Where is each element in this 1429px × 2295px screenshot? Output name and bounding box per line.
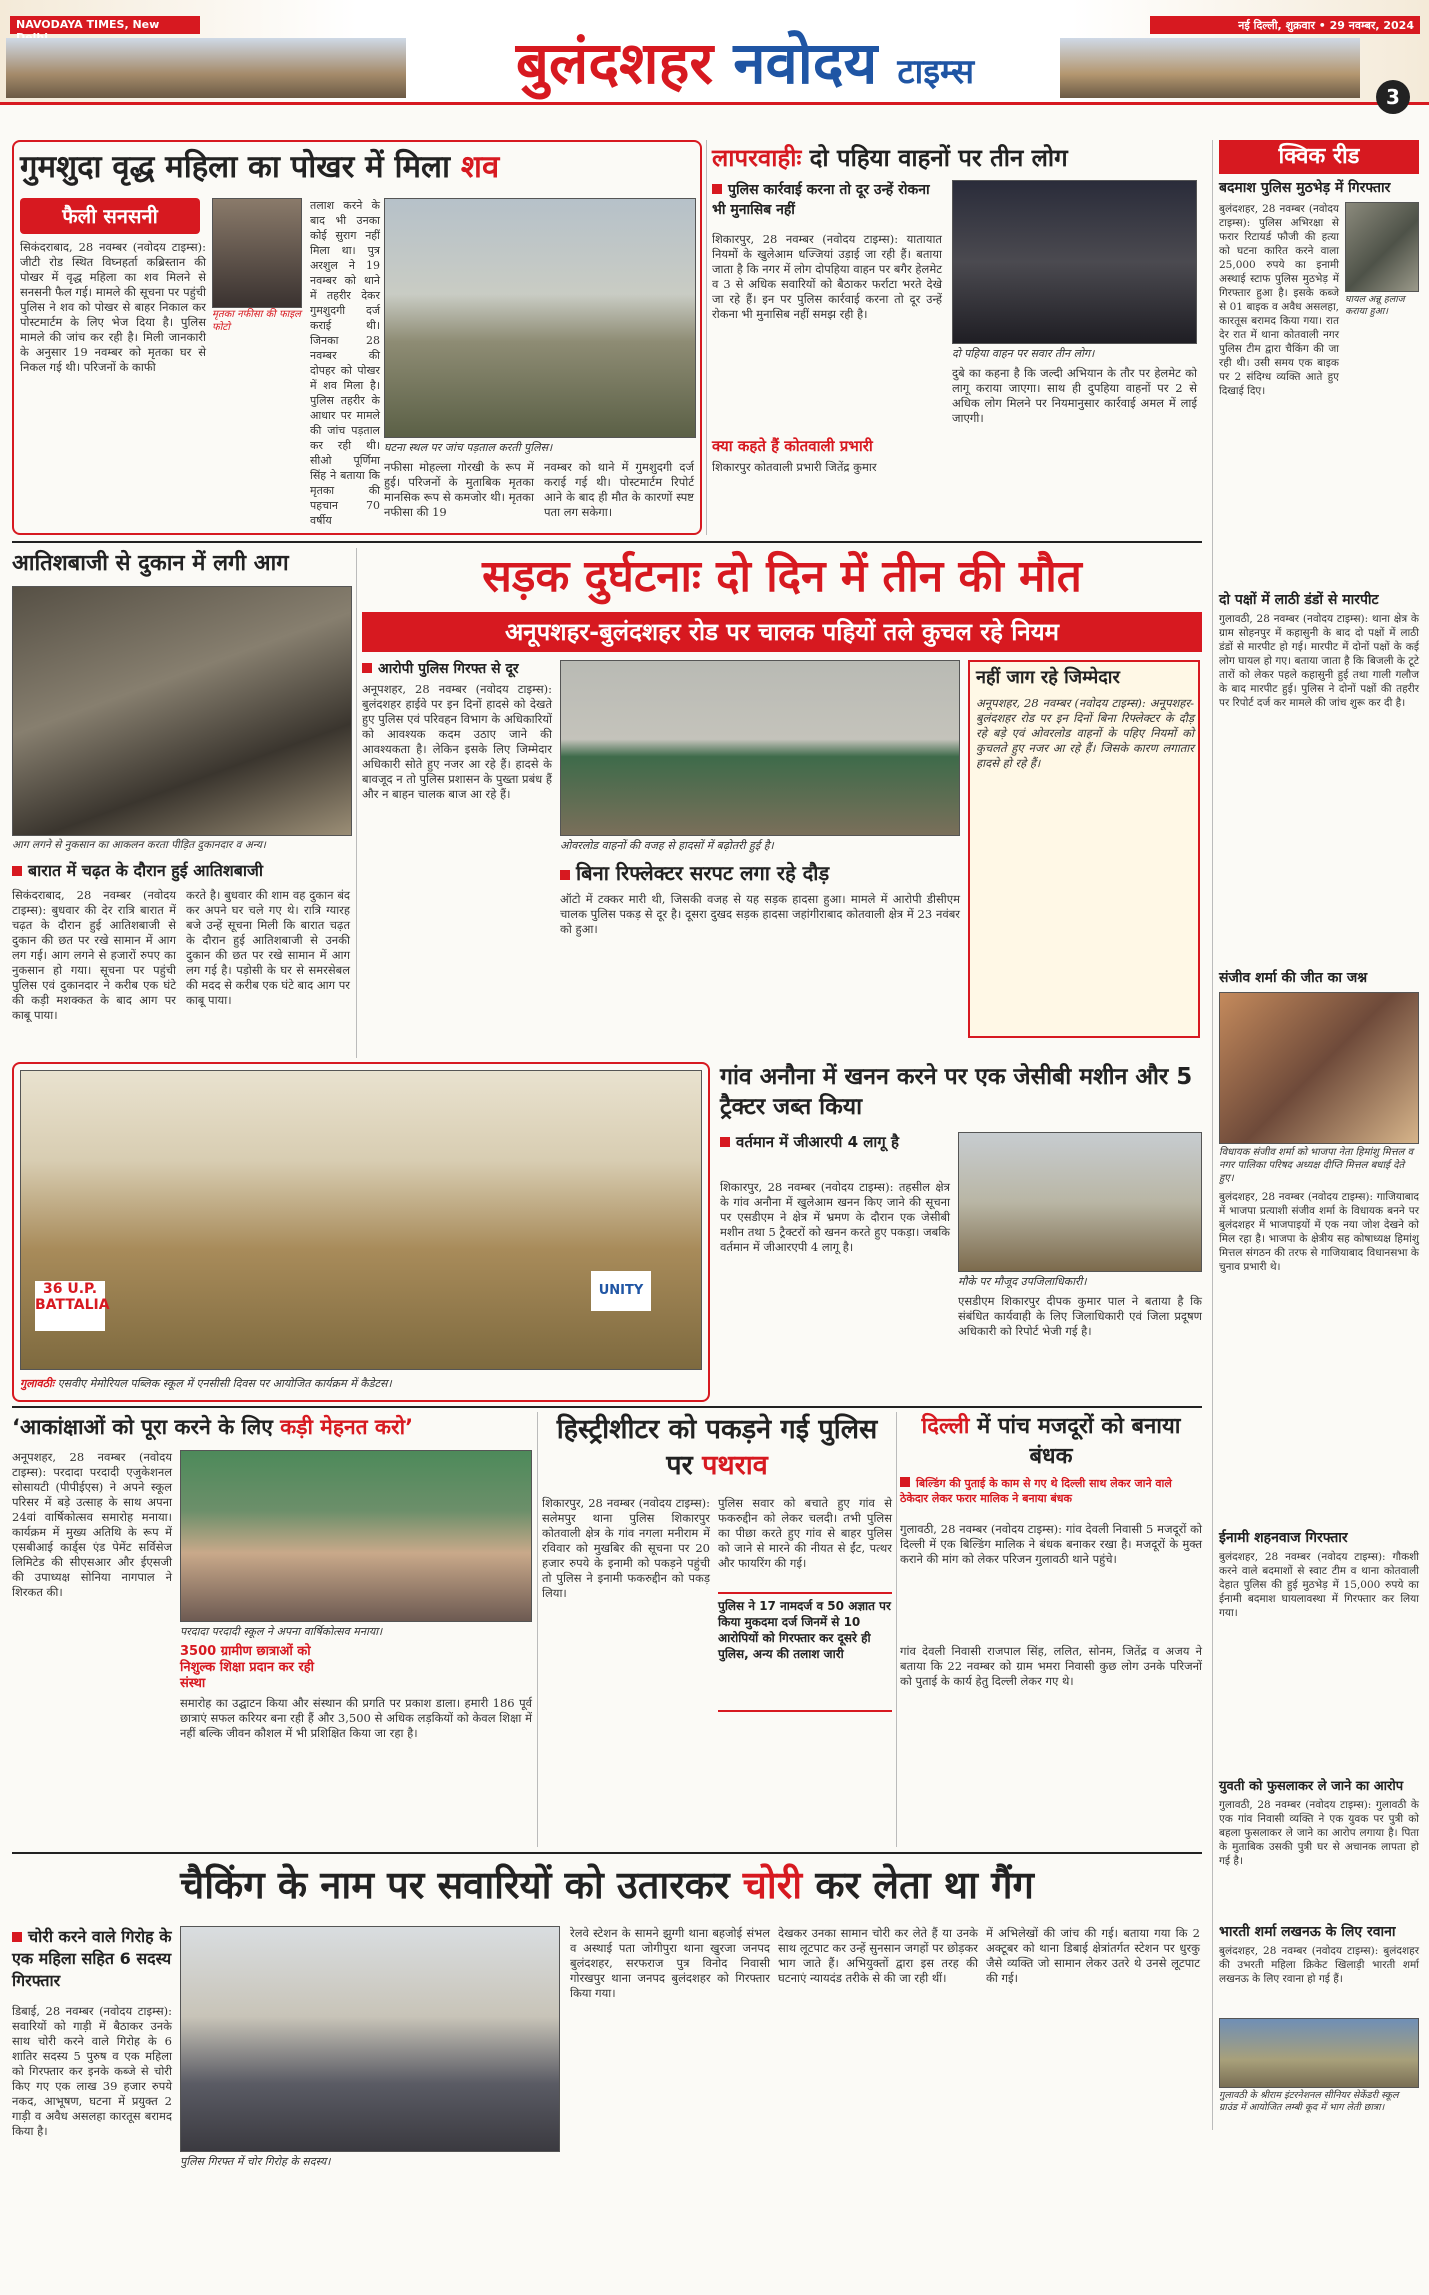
quick-read-title: क्विक रीड (1219, 140, 1419, 174)
story2-headline-a: लापरवाहीः (712, 144, 802, 172)
gang-text-d: में अभिलेखों की जांच की गई। बताया गया कि 2 अक्टूबर को थाना डिबाई क्षेत्रांतर्गत स्टेशन पर धुरकु जैसे व्यक्ति जो सामान लेकर उतरे थे उनसे लूटपाट की गई। (986, 1926, 1200, 1985)
masthead-left-label: NAVODAYA TIMES, New (10, 16, 200, 34)
sheeter-headline-a: हिस्ट्रीशीटर को पकड़ने गई पुलिस पर (556, 1414, 878, 1481)
story1-scene-photo (384, 198, 696, 438)
mining-text-b: एसडीएम शिकारपुर दीपक कुमार पाल ने बताया है कि संबंधित कार्यवाही के लिए जिलाधिकारी एवं जिला प्रदूषण अधिकारी को रिपोर्ट भेजी गई है। (958, 1294, 1202, 1338)
story-delhi (900, 1412, 1202, 1847)
delhi-headline (900, 1412, 1202, 1474)
ncc-banner-b: UNITY (591, 1271, 651, 1311)
section-divider (12, 1852, 1202, 1854)
story-accident (362, 548, 1202, 1038)
delhi-headline-b: में पांच मजदूरों को बनाया बंधक (977, 1414, 1181, 1469)
column-rule (706, 140, 707, 535)
delhi-sub: बिल्डिंग की पुताई के काम से गए थे दिल्ली साथ लेकर जाने वाले ठेकेदार लेकर फरार मालिक ने बनाया बंधक (900, 1476, 1202, 1516)
aspire-text-a: अनूपशहर, 28 नवम्बर (नवोदय टाइम्स): परदादा परदादी एजुकेशनल सोसायटी (पीपीईएस) ने अपने स्कूल परिसर में बड़े उत्साह के साथ अपना 24वां वार्षिकोत्सव समारोह मनाया। कार्यक्रम में मुख्य अतिथि के रूप में एसबीआई कार्ड्स एंड पेमेंट सर्विसेज लिमिटेड की सीएसआर और ईएसजी की उपाध्यक्ष सोनिया नागपाल ने शिरकत की। (12, 1450, 172, 1599)
fire-text-b: करते है। बुधवार की शाम वह दुकान बंद कर अपने घर चले गए थे। रात्रि ग्यारह बजे उन्हें सूचना मिली कि बारात चढ़त के दौरान हुई आतिशबाजी से उनकी दुकान की छत पर रखे सामान में आग लग गई है। पड़ोसी के घर से समरसेबल की मदद से करीब एक घंटे बाद आग पर काबू पाया। (186, 888, 350, 1007)
aspire-text-b: समारोह का उद्घाटन किया और संस्थान की प्रगति पर प्रकाश डाला। हमारी 186 पूर्व छात्राएं सफल करियर बना रही हैं और 3,500 से अधिक लड़कियों को केवल शिक्षा में नहीं बल्कि जीवन कौशल में भी प्रशिक्षित किया जा रहा है। (180, 1696, 532, 1740)
quick-head-5: युवती को फुसलाकर ले जाने का आरोप (1219, 1779, 1404, 1794)
masthead-dateline: नई दिल्ली, शुक्रवार • 29 नवम्बर, 2024 (1150, 16, 1420, 34)
quick-text-1: बुलंदशहर, 28 नवम्बर (नवोदय टाइम्स): पुलिस अभिरक्षा से फरार रिटायर्ड फौजी की हत्या को घटना कारित करने वाला 25,000 रुपये का इनामी अस्थाई स्टाफ पुलिस मुठभेड़ में गिरफ्तार हुआ है। इसके कब्जे से 01 बाइक व अवैध असलहा, कारतूस बरामद किया गया। रात देर रात में थाना कोतवाली नगर पुलिस टीम द्वारा चैकिंग की जा रही थी। उसी समय एक बाइक पर 2 संदिग्ध व्यक्ति आते हुए दिखाई दिए। (1219, 203, 1339, 397)
sheeter-headline-b: पथराव (702, 1450, 768, 1481)
quick-head-4: ईनामी शहनवाज गिरफ्तार (1219, 1530, 1348, 1546)
gang-caption: पुलिस गिरफ्त में चोर गिरोह के सदस्य। (180, 2155, 331, 2168)
gang-text-c: देखकर उनका सामान चोरी कर लेते हैं या उनके साथ लूटपाट कर उन्हें सुनसान जगहों पर छोड़कर भाग जाते हैं। अभियुक्तों द्वारा इस तरह की घटनाएं न्यायदंड तरीके से की जा रही थीं। (778, 1926, 978, 1985)
quick-caption-3: विधायक संजीव शर्मा को भाजपा नेता हिमांशु मित्तल व नगर पालिका परिषद अध्यक्ष दीप्ति मित्तल बधाई देते हुए। (1219, 1147, 1414, 1184)
quick-photo-3 (1219, 992, 1419, 1144)
mining-text-a: शिकारपुर, 28 नवम्बर (नवोदय टाइम्स): तहसील क्षेत्र के गांव अनौना में खुलेआम खनन किए जाने की सूचना पर एसडीएम ने क्षेत्र में भ्रमण के दौरान एक जेसीबी मशीन तथा 5 ट्रैक्टरों को खनन करते हुए पकड़ा। जबकि वर्तमान में जीआरएपी 4 लागू है। (720, 1180, 950, 1254)
sheeter-headline (542, 1412, 892, 1488)
masthead-art-left (6, 38, 406, 98)
quick-caption-6: गुलावठी के श्रीराम इंटरनेशनल सीनियर सेकेंडरी स्कूल ग्राउंड में आयोजित लम्बी कूद में भाग लेती छात्रा। (1219, 2090, 1399, 2113)
fire-sub: बारात में चढ़त के दौरान हुई आतिशबाजी (12, 860, 352, 884)
column-rule (356, 548, 357, 1058)
gang-text-a: डिबाई, 28 नवम्बर (नवोदय टाइम्स): सवारियों को गाड़ी में बैठाकर उनके साथ चोरी करने वाले गिरोह के 6 शातिर सदस्य 5 पुरुष व एक महिला को गिरफ्तार कर इनके कब्जे से चोरी किए गए एक लाख 39 हजार रुपये नकद, आभूषण, घटना में प्रयुक्त 2 गाड़ी व अवैध असलहा कारतूस बरामद किया है। (12, 2004, 172, 2138)
story2-text-b: शिकारपुर कोतवाली प्रभारी जितेंद्र कुमार (712, 460, 877, 474)
ncc-caption-text: एसवीए मेमोरियल पब्लिक स्कूल में एनसीसी दिवस पर आयोजित कार्यक्रम में कैडेटस। (57, 1377, 392, 1390)
story1-headline (20, 146, 695, 190)
mining-caption: मौके पर मौजूद उपजिलाधिकारी। (958, 1275, 1087, 1288)
story1-portrait (212, 198, 302, 308)
story1-tag: फैली सनसनी (20, 198, 200, 234)
story-ncc (12, 1062, 710, 1402)
column-rule (896, 1412, 897, 1847)
story-missing-woman (12, 140, 702, 535)
aspire-headline (12, 1412, 532, 1444)
quick-head-1: बदमाश पुलिस मुठभेड़ में गिरफ्तार (1219, 180, 1391, 196)
mining-sub: वर्तमान में जीआरपी 4 लागू है (720, 1132, 950, 1176)
sheeter-text-b: पुलिस सवार को बचाते हुए गांव से फकरुद्दीन को लेकर चलदी। तभी पुलिस का पीछा करते हुए गांव से बाहर पुलिस को जाने से मारने की नीयत से ईंट, पत्थर और फायरिंग की गई। (718, 1496, 892, 1570)
story1-headline-b: शव (460, 149, 500, 185)
story-gang (12, 1858, 1202, 2286)
ncc-photo (20, 1070, 702, 1370)
story2-photo (952, 180, 1197, 344)
aspire-photo (180, 1450, 532, 1622)
gang-headline-c: कर लेता था गैंग (815, 1863, 1034, 1907)
quick-head-6: भारती शर्मा लखनऊ के लिए रवाना (1219, 1924, 1396, 1940)
story-sheeter (542, 1412, 892, 1847)
quick-read-column (1212, 140, 1422, 2130)
accident-text-b: ऑटो में टक्कर मारी थी, जिसकी वजह से यह सड़क हादसा हुआ। मामले में आरोपी डीसीएम चालक पुलिस पकड़ से दूर है। दूसरा दुखद सड़क हादसा जहांगीराबाद कोतवाली क्षेत्र में 23 नवंबर को हुआ। (560, 892, 960, 936)
quick-text-6: बुलंदशहर, 28 नवम्बर (नवोदय टाइम्स): बुलंदशहर की उभरती महिला क्रिकेट खिलाड़ी भारती शर्मा लखनऊ के लिए रवाना हो गई हैं। (1219, 1945, 1419, 1985)
aspire-sub: 3500 ग्रामीण छात्राओं को निशुल्क शिक्षा प्रदान कर रही संस्था (180, 1644, 315, 1691)
masthead-title-c: टाइम्स (897, 52, 975, 92)
gang-headline (12, 1858, 1202, 1914)
section-divider (12, 1406, 1202, 1408)
sheeter-text-a: शिकारपुर, 28 नवम्बर (नवोदय टाइम्स): सलेमपुर थाना पुलिस शिकारपुर कोतवाली क्षेत्र के गांव नगला मनीराम में रविवार को मुखबिर की सूचना पर 20 हजार रुपये के इनामी को पकड़ने पहुंची तो पुलिस ने इनामी फकरुद्दीन को पकड़ लिया। (542, 1496, 710, 1600)
story-two-wheeler (712, 140, 1202, 535)
gang-sub: चोरी करने वाले गिरोह के एक महिला सहित 6 सदस्य गिरफ्तार (12, 1926, 172, 1996)
story-aspire (12, 1412, 532, 1847)
fire-caption: आग लगने से नुकसान का आकलन करता पीड़ित दुकानदार व अन्य। (12, 839, 266, 851)
masthead-art-right (1060, 38, 1360, 98)
accident-photo (560, 660, 960, 836)
accident-text-a: अनूपशहर, 28 नवम्बर (नवोदय टाइम्स): बुलंदशहर हाईवे पर इन दिनों हादसे को देखते हुए पुलिस एवं परिवहन विभाग के अधिकारियों को आवश्यक कदम उठाए जाने की आवश्यकता है। लेकिन इसके लिए जिम्मेदार अधिकारी सोते हुए नजर आ रहे हैं। हादसे के बावजूद न तो पुलिस प्रशासन के पुख्ता प्रबंध हैं और न बाहन चालक बाज आ रहे हैं। (362, 682, 552, 801)
gang-headline-a: चैकिंग के नाम पर सवारियों को उतारकर (180, 1863, 730, 1907)
masthead (0, 0, 1429, 109)
story2-sub2: क्या कहते हैं कोतवाली प्रभारी (712, 437, 873, 455)
story1-scene-caption: घटना स्थल पर जांच पड़ताल करती पुलिस। (384, 441, 553, 454)
story2-caption: दो पहिया वाहन पर सवार तीन लोग। (952, 347, 1095, 360)
story1-headline-a: गुमशुदा वृद्ध महिला का पोखर में मिला (20, 149, 451, 185)
ncc-caption (20, 1376, 702, 1394)
story1-text-b: तलाश करने के बाद भी उनका कोई सुराग नहीं मिला था। पुत्र अरशुल ने 19 नवम्बर को थाने में तहरीर देकर गुमशुदगी दर्ज कराई थी। जिनका 28 नवम्बर की दोपहर को पोखर में शव मिला है। पुलिस तहरीर के आधार पर मामले की जांच पड़ताल कर रही थी। सीओ पूर्णिमा सिंह ने बताया कि मृतका की पहचान 70 वर्षीय (310, 199, 380, 527)
quick-head-2: दो पक्षों में लाठी डंडों से मारपीट (1219, 592, 1379, 608)
accident-headline: सड़क दुर्घटनाः दो दिन में तीन की मौत (482, 551, 1082, 602)
page-number: 3 (1376, 80, 1410, 114)
quick-text-5: गुलावठी, 28 नवम्बर (नवोदय टाइम्स): गुलावठी के एक गांव निवासी व्यक्ति ने एक युवक पर पुत्री को बहला फुसलाकर ले जाने का आरोप लगाया है। पिता के मुताबिक उसकी पुत्री घर से अचानक लापता हो गई है। (1219, 1799, 1419, 1867)
story1-text-a: सिकंदराबाद, 28 नवम्बर (नवोदय टाइम्स): जीटी रोड स्थित विघ्नहर्ता कब्रिस्तान की पोखर में वृद्ध महिला का शव मिलने से सनसनी फैल गई। मामले की सूचना पर पहुंची पुलिस ने शव को पोखर से बाहर निकाल कर पोस्टमार्टम के लिए भेज दिया है। पुलिस मामले की जांच कर रही है। मिली जानकारी के अनुसार 19 नवम्बर को मृतका घर से निकल गई थी। परिजनों के काफी (20, 240, 206, 374)
accident-sub2: बिना रिफ्लेक्टर सरपट लगा रहे दौड़ (560, 860, 960, 888)
masthead-title-a: बुलंदशहर (515, 29, 714, 97)
delhi-text-a: गुलावठी, 28 नवम्बर (नवोदय टाइम्स): गांव देवली निवासी 5 मजदूरों को दिल्ली में एक बिल्डिंग मालिक ने बंधक बनाकर रखा है। मजदूरों के मुक्त कराने की मांग को लेकर परिजन गुलावठी थाने पहुंचे। (900, 1522, 1202, 1566)
sheeter-pull: पुलिस ने 17 नामदर्ज व 50 अज्ञात पर किया मुकदमा दर्ज जिनमें से 10 आरोपियों को गिरफ्तार कर दूसरे ही पुलिस, अन्य की तलाश जारी (718, 1592, 892, 1712)
mining-headline: गांव अनौना में खनन करने पर एक जेसीबी मशीन और 5 ट्रैक्टर जब्त किया (720, 1064, 1193, 1120)
story2-text-c: दुबे का कहना है कि जल्दी अभियान के तौर पर हेलमेट को लागू कराया जाएगा। साथ ही दुपहिया वाहनों पर 2 से अधिक लोग मिलने पर नियमानुसार कार्रवाई अमल में लाई जाएगी। (952, 366, 1197, 425)
story1-text-b-wide (212, 342, 378, 532)
accident-box (968, 660, 1200, 1038)
column-rule (537, 1412, 538, 1847)
aspire-headline-b: कड़ी मेहनत करो’ (280, 1415, 414, 1439)
story1-portrait-caption: मृतका नफीसा की फाइल फोटो (212, 309, 301, 333)
section-divider (12, 541, 1202, 543)
gang-headline-b: चोरी (742, 1863, 803, 1907)
delhi-headline-a: दिल्ली (921, 1414, 970, 1439)
quick-photo-6 (1219, 2018, 1419, 2088)
aspire-headline-a: ‘आकांक्षाओं को पूरा करने के लिए (12, 1415, 273, 1439)
gang-text-b: रेलवे स्टेशन के सामने झुग्गी थाना बहजोई संभल व अस्थाई पता जोगीपुरा थाना खुरजा जनपद बुलंदशहर, सरफराज पुत्र विनोद निवासी गोरखपुर थाना जनपद बुलंदशहर को गिरफ्तार किया गया। (570, 1926, 770, 2000)
ncc-banner-a: 36 U.P. BATTALIA (35, 1281, 105, 1331)
story2-sub: पुलिस कार्रवाई करना तो दूर उन्हें रोकना भी मुनासिब नहीं (712, 180, 942, 226)
story1-text-c: नफीसा मोहल्ला गोरखी के रूप में हुई। परिजनों के मुताबिक मृतका मानसिक रूप से कमजोर थी। मृतका नफीसा की 19 (384, 460, 534, 519)
aspire-caption: परदादा परदादी स्कूल ने अपना वार्षिकोत्सव मनाया। (180, 1625, 383, 1638)
accident-box-text: अनूपशहर, 28 नवम्बर (नवोदय टाइम्स): अनूपशहर-बुलंदशहर रोड पर इन दिनों बिना रिफ्लेक्टर के दौड़ रहे बड़े एवं ओवरलोड वाहनों के पहिए नियमों को कुचलते हुए नजर आ रहे हैं। जिसके कारण लगातार हादसे हो रहे हैं। (976, 696, 1194, 770)
fire-photo (12, 586, 352, 836)
story2-headline (712, 142, 1202, 176)
accident-sub: आरोपी पुलिस गिरफ्त से दूर (362, 658, 552, 680)
ncc-caption-label: गुलावठीः (20, 1377, 55, 1390)
accident-caption: ओवरलोड वाहनों की वजह से हादसों में बढ़ोतरी हुई है। (560, 839, 774, 852)
fire-headline: आतिशबाजी से दुकान में लगी आग (12, 551, 289, 576)
story-fire (12, 548, 352, 1058)
story1-text-d: नवम्बर को थाने में गुमशुदगी दर्ज कराई गई थी। पोस्टमार्टम रिपोर्ट आने के बाद ही मौत के कारणों स्पष्ट पता लग सकेगा। (544, 460, 694, 519)
quick-text-3: बुलंदशहर, 28 नवम्बर (नवोदय टाइम्स): गाजियाबाद में भाजपा प्रत्याशी संजीव शर्मा के विधायक बनने पर बुलंदशहर में भाजपाइयों में एक नया जोश देखने को मिल रहा है। भाजपा के क्षेत्रीय सह कोषाध्यक्ष हिमांशु मित्तल संगठन की तरफ से गाजियाबाद विधानसभा के चुनाव प्रभारी थे। (1219, 1191, 1419, 1273)
quick-text-2: गुलावठी, 28 नवम्बर (नवोदय टाइम्स): थाना क्षेत्र के ग्राम सोहनपुर में कहासुनी के बाद दो पक्षों में लाठी डंडों से मारपीट हो गई। मारपीट में दोनों पक्षों के कई लोग घायल हो गए। बताया जाता है कि बिजली के टूटे तारों को लेकर पहले कहासुनी हुई तथा गाली गलौज के बाद मारपीट हुई। पुलिस ने दोनों पक्षों की तहरीर पर रिपोर्ट दर्ज कर मामले की जांच शुरू कर दी है। (1219, 613, 1419, 709)
quick-caption-1: घायल अन्नू हलाज कराया हुआ। (1345, 294, 1405, 317)
quick-photo-1 (1345, 202, 1419, 292)
mining-photo (958, 1132, 1202, 1272)
story-mining (720, 1062, 1202, 1402)
masthead-title (430, 30, 1060, 100)
fire-text-a: सिकंदराबाद, 28 नवम्बर (नवोदय टाइम्स): बुधवार की देर रात्रि बारात में चढ़त के दौरान हुई आतिशबाजी से दुकान की छत पर रखे सामान में आग लग गई। आग लगने से हजारों रुपए का नुकसान हो गया। सूचना पर पहुंची पुलिस एवं दुकानदार ने करीब एक घंटे की कड़ी मशक्कत के बाद आग पर काबू पाया। (12, 888, 176, 1022)
accident-box-head: नहीं जाग रहे जिम्मेदार (976, 667, 1120, 688)
story2-text-a: शिकारपुर, 28 नवम्बर (नवोदय टाइम्स): यातायात नियमों के खुलेआम धज्जियां उड़ाई जा रही हैं। बताया जाता है कि नगर में लोग दोपहिया वाहन पर बगैर हेलमेट व 3 से अधिक सवारियों को बैठाकर फर्राटा भरते देखे जा रहे हैं। इन पर पुलिस कार्रवाई करना तो दूर उन्हें रोकना भी मुनासिब नहीं समझ रही है। (712, 232, 942, 321)
accident-banner: अनूपशहर-बुलंदशहर रोड पर चालक पहियों तले कुचल रहे नियम (362, 612, 1202, 652)
delhi-text-b: गांव देवली निवासी राजपाल सिंह, ललित, सोनम, जितेंद्र व अजय ने बताया कि 22 नवम्बर को ग्राम भमरा निवासी कुछ लोग उनके परिजनों को पुताई के कार्य हेतु दिल्ली लेकर गए थे। (900, 1644, 1202, 1688)
masthead-title-b: नवोदय (733, 29, 878, 97)
gang-photo (180, 1926, 560, 2152)
quick-head-3: संजीव शर्मा की जीत का जश्न (1219, 970, 1368, 986)
story2-headline-b: दो पहिया वाहनों पर तीन लोग (809, 144, 1068, 172)
quick-text-4: बुलंदशहर, 28 नवम्बर (नवोदय टाइम्स): गौकशी करने वाले बदमाशों से स्वाट टीम व थाना कोतवाली देहात पुलिस की हुई मुठभेड़ में 15,000 रुपये का ईनामी बदमाश घायलावस्था में गिरफ्तार कर लिया गया। (1219, 1551, 1419, 1619)
